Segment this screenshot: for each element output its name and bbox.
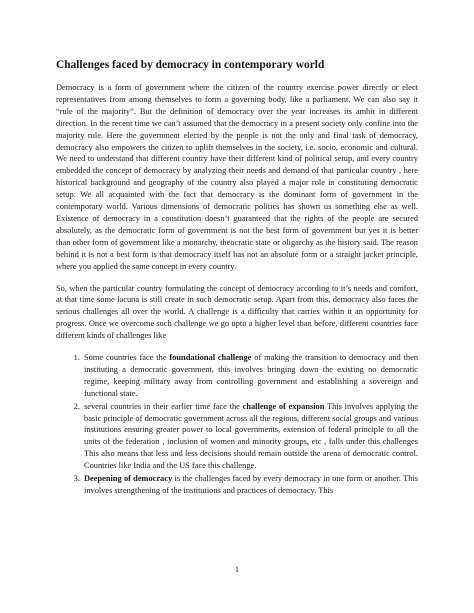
list-item-bold: challenge of expansion [242,401,325,411]
list-item-bold: foundational challenge [169,353,252,363]
paragraph-intro: Democracy is a form of government where the citizen of the country exercise power directly or elect representatives from among themselves to form a governing body, like a parliament. We can also say it “rule of the majority”. But the definition of democracy over the year increases its ambit in different direction. In the recent time we can’t assumed that the democracy in a present society only confine into the majority rule. Here the government elected by the people is not the only and final task of democracy, democracy also empowers the citizen to uplift themselves in the society, i.e. socio, economic and cultural. We need to understand that different country have their different kind of political setup, and every country embedded the concept of democracy by analyzing their needs and demand of that particular country , here historical background and geography of the country also played a major role in constituting democratic setup. We all acquainted with the fact that democracy is the dominant form of government in the contemporary world. Various dimensions of democratic politics has shown us something else as well. Existence of democracy in a constitution doesn’t guaranteed that the rights of the people are secured absolutely, as the democratic form of government is not the best form of government but yes it is better than other form of government like a monarchy, theocratic state or oligarchy as the history said. The reason behind it is not a best form is that democracy itself has not an absolute form or a straight jacket principle, where you applied the same concept in every country. [56,83,418,271]
challenges-list [56,352,418,497]
document-title: Challenges faced by democracy in contemporary world [56,59,325,71]
page-number: 1 [234,565,240,574]
list-item: 2. several countries in their earlier time face the challenge of expansion This involves applying the basic principle of democratic government across all the regions, different social groups and various institutions ensuring greater power to local governments, extension of federal principle to all the units of the federation , inclusion of women and minority groups, etc , falls under this challenges This also means that less and less decisions should remain outside the arena of democratic control. Countries like India and the US face this challenge. [82,401,418,472]
paragraph-challenges: So, when the particular country formulating the concept of democracy according to it’s needs and comfort, at that time some lacuna is still create in such democratic setup. Apart from this, democracy also faces the serious challenges all over the world. A challenge is a difficulty that carries within it an opportunity for progress. Once we overcome such challenge we go upto a higher level than before, different countries face different kinds of challenges like [56,283,418,341]
list-item: 3. Deepening of democracy is the challenges faced by every democracy in one form or another. This involves strengthening of the institutions and practices of democracy. This [82,473,418,497]
list-item-bold: Deepening of democracy [84,474,173,484]
list-item: 1. Some countries face the foundational challenge of making the transition to democracy and then instituting a democratic government, this involves bringing down the existing no democratic regime, keeping military away from controlling government and establishing a sovereign and functional state. [82,352,418,400]
